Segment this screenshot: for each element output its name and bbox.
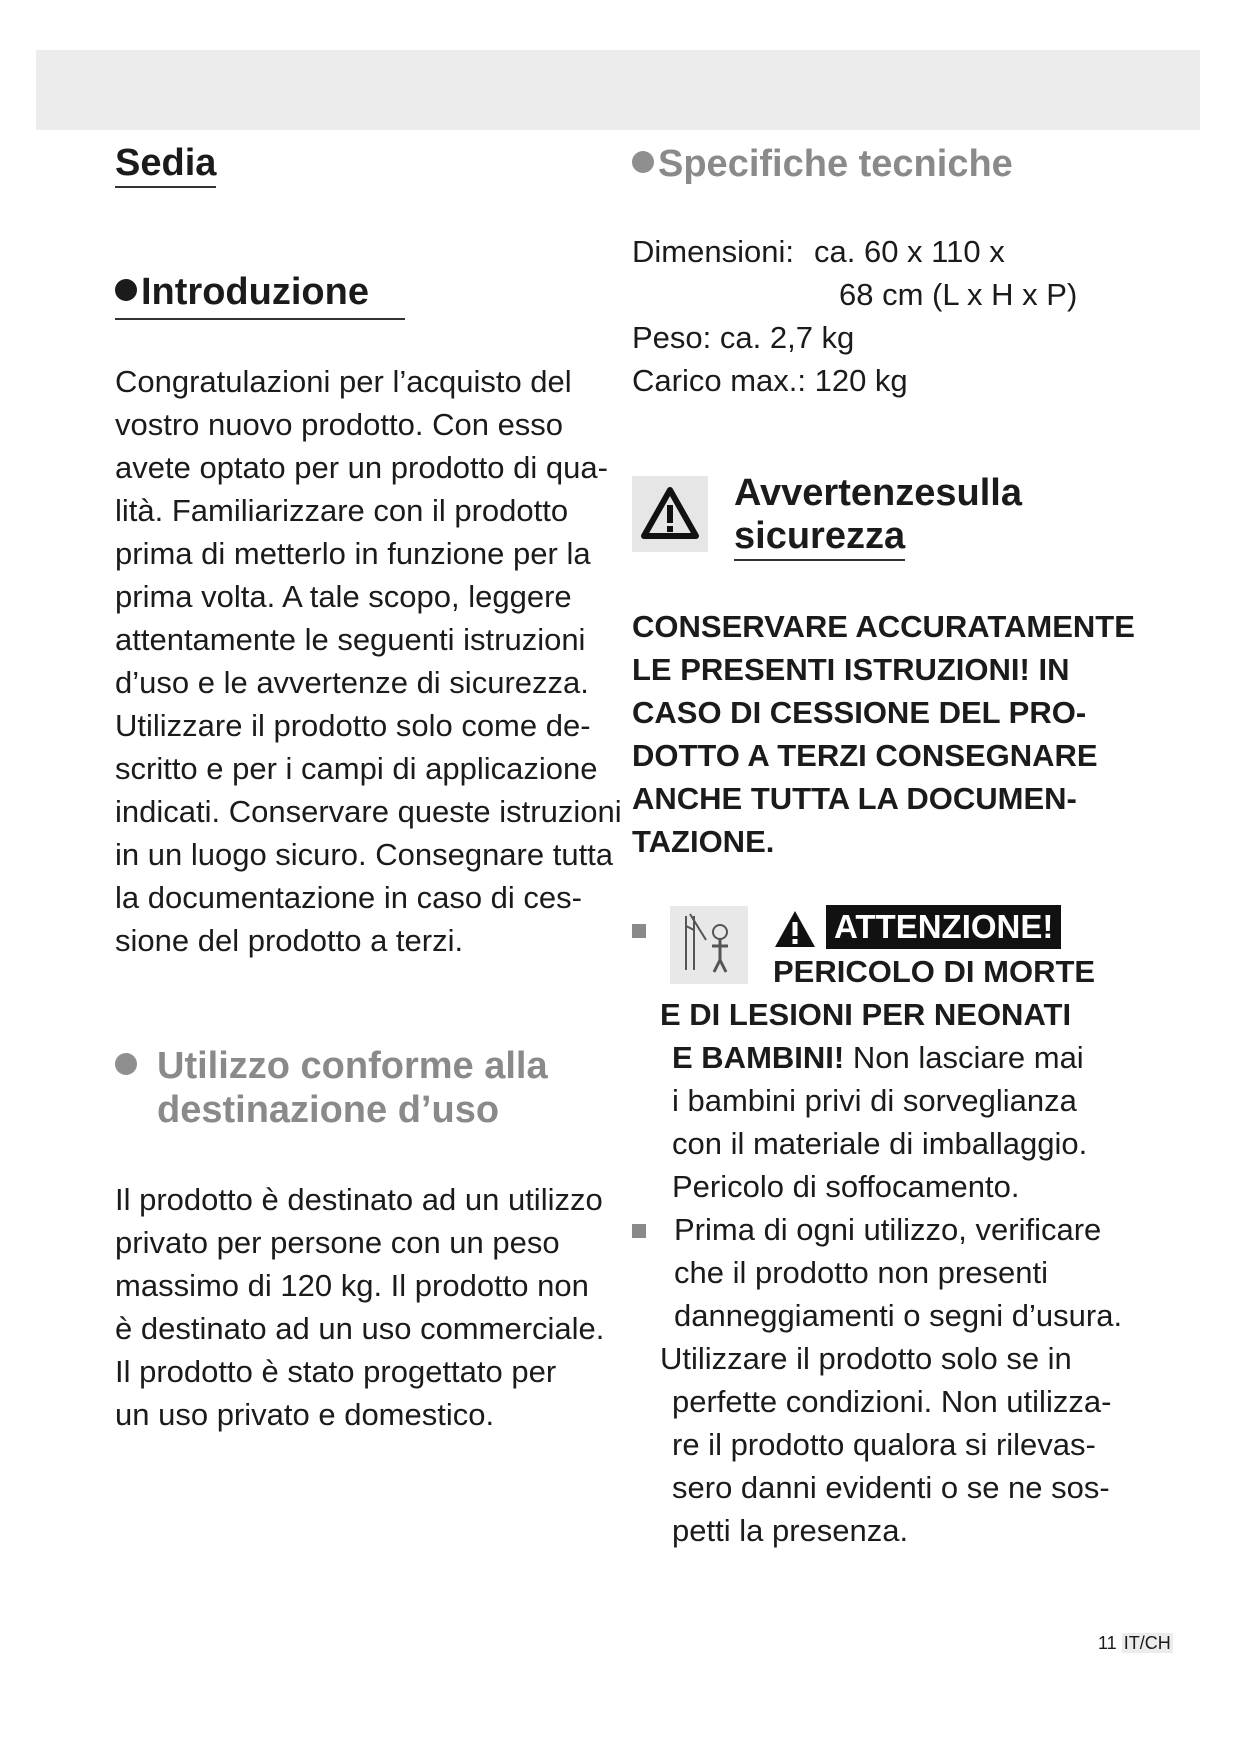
specs-list: Dimensioni: ca. 60 x 110 x 68 cm (L x H x P) Peso: ca. 2,7 kg Carico max.: 120 kg	[632, 234, 1078, 398]
safety-keep-instructions: CONSERVARE ACCURATAMENTE LE PRESENTI ISTRUZIONI! IN CASO DI CESSIONE DEL PRO- DOTTO A TERZI CONSEGNARE ANCHE TUTTA LA DOCUMEN- TAZIONE.	[632, 609, 1135, 859]
warning-triangle-icon	[632, 476, 708, 552]
bullet-dot-icon	[632, 151, 654, 173]
danger-warning-text: E BAMBINI! Non lasciare mai i bambini privi di sorveglianza con il materiale di imballaggio. Pericolo di soffocamento.	[672, 1040, 1088, 1204]
danger-line-1: PERICOLO DI MORTE	[773, 954, 1096, 989]
page-header-bar	[36, 50, 1200, 130]
attention-triangle-icon	[772, 908, 818, 955]
danger-line-2: E DI LESIONI PER NEONATI	[660, 997, 1072, 1032]
list-bullet-icon	[632, 924, 646, 938]
list-bullet-icon	[632, 1224, 646, 1238]
inspection-text: Prima di ogni utilizzo, verificare che il prodotto non presenti danneggiamenti o segni d’usura.	[674, 1212, 1123, 1333]
attention-label: ATTENZIONE!	[826, 905, 1061, 949]
page-title: Sedia	[115, 142, 216, 185]
page-number: 11 IT/CH	[1098, 1633, 1171, 1653]
bullet-dot-icon	[115, 279, 137, 301]
danger-line-3: E BAMBINI!	[672, 1040, 845, 1075]
safety-heading: Avvertenzesulla sicurezza	[734, 472, 1022, 558]
inspection-cont: Utilizzare il prodotto solo se in	[660, 1341, 1072, 1376]
child-hazard-icon	[670, 906, 748, 984]
intended-use-paragraph: Il prodotto è destinato ad un utilizzo privato per persone con un peso massimo di 120 kg. Il prodotto non è destinato ad un uso commerciale. Il prodotto è stato progettato per un uso privato e domestico.	[115, 1182, 605, 1432]
intro-paragraph: Congratulazioni per l’acquisto del vostro nuovo prodotto. Con esso avete optato per un prodotto di qua- lità. Familiarizzare con il prodotto prima di metterlo in funzione per la prima volta. A tale scopo, leggere attentamente le seguenti istruzioni d’uso e le avvertenze di sicurezza. Utilizzare il prodotto solo come de- scritto e per i campi di applicazione indicati. Conservare queste istruzioni in un luogo sicuro. Consegnare tutta la documentazione in caso di ces- sione del prodotto a terzi.	[115, 364, 622, 958]
intended-use-heading: Utilizzo conforme alla destinazione d’uso	[115, 1044, 635, 1132]
inspection-text-rest: perfette condizioni. Non utilizza- re il prodotto qualora si rilevas- sero danni evidenti o se ne sos- petti la presenza.	[672, 1384, 1112, 1548]
specs-heading: Specifiche tecniche	[632, 142, 1013, 186]
intro-heading: Introduzione	[115, 270, 405, 320]
bullet-dot-icon	[115, 1053, 137, 1075]
